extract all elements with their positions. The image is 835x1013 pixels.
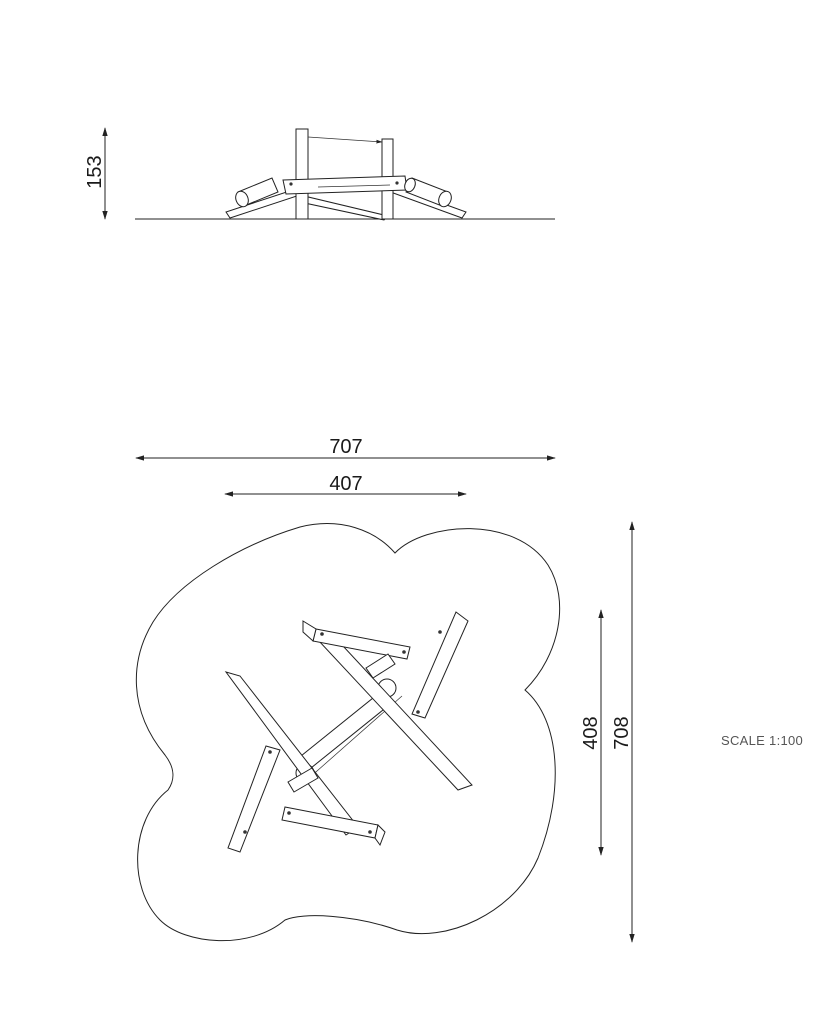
plan-center-log <box>296 694 388 772</box>
plan-ur-slanted-beam <box>412 612 468 718</box>
inner-width-label: 407 <box>329 473 363 495</box>
side-post-left <box>296 129 308 219</box>
inner-height-label: 408 <box>580 716 602 750</box>
height-dimension-label: 153 <box>84 155 106 189</box>
plan-ur-short-beam <box>366 654 395 678</box>
plan-ll-slanted-beam <box>228 746 280 852</box>
overall-height-label: 708 <box>611 716 633 750</box>
width-dimensions <box>136 436 555 495</box>
plan-view <box>136 524 559 941</box>
scale-label: SCALE 1:100 <box>721 733 804 748</box>
overall-width-label: 707 <box>329 436 363 458</box>
plan-ur-horizontal-beam <box>313 629 410 659</box>
plan-ur-tip <box>303 621 316 641</box>
side-elevation-view <box>84 128 555 220</box>
plan-height-dimensions <box>580 522 633 942</box>
plan-assembly-upper-right <box>303 612 472 790</box>
side-top-bar <box>308 137 382 142</box>
plan-assembly-lower-left <box>226 672 385 852</box>
side-leg-center <box>300 196 388 220</box>
